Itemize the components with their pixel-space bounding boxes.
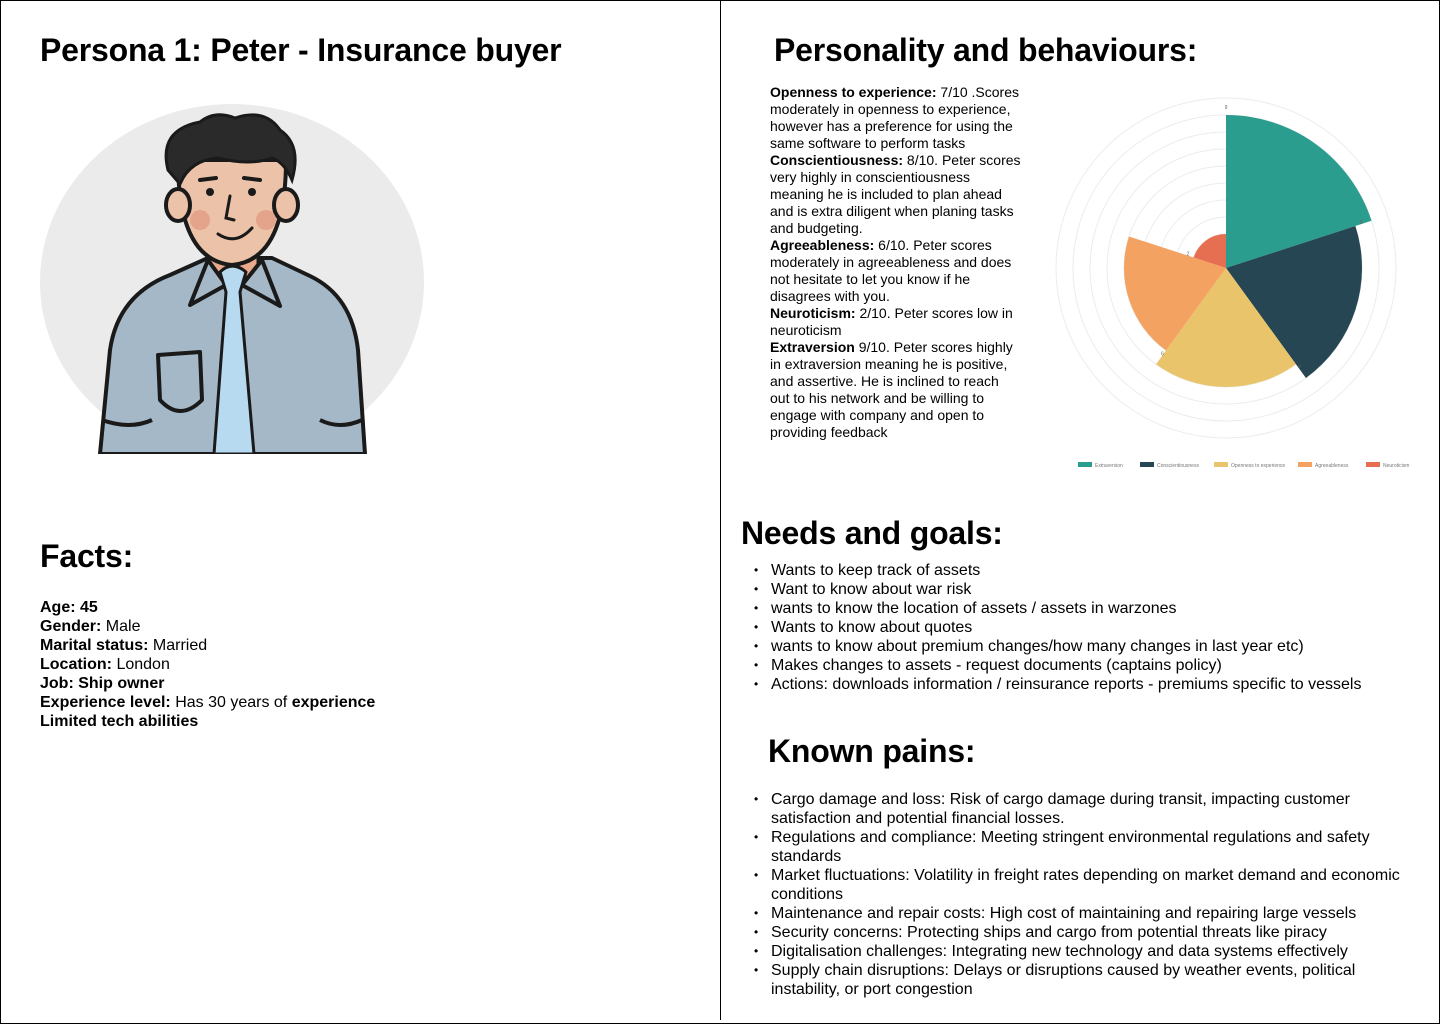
facts-list	[40, 598, 375, 731]
list-item: • wants to know the location of assets / assets in warzones	[741, 599, 1381, 618]
chart-value-label: 8	[1359, 220, 1363, 227]
chart-value-label: 7	[1298, 365, 1301, 372]
list-item: • Maintenance and repair costs: High cost of maintaining and repairing large vessels	[741, 904, 1421, 923]
list-item: • Wants to know about quotes	[741, 618, 1381, 637]
pains-list	[741, 790, 1421, 999]
needs-heading: Needs and goals:	[741, 515, 1003, 551]
list-item: • Supply chain disruptions: Delays or disruptions caused by weather events, political instability, or port congestion	[741, 961, 1421, 999]
list-item: • Digitalisation challenges: Integrating new technology and data systems effectively	[741, 942, 1421, 961]
chart-legend-label: Conscientiousness	[1157, 463, 1199, 469]
personality-traits	[770, 84, 1022, 441]
page-title: Persona 1: Peter - Insurance buyer	[40, 32, 562, 68]
chart-value-label: 6	[1161, 351, 1164, 358]
list-item: • Actions: downloads information / reinsurance reports - premiums specific to vessels	[741, 675, 1381, 694]
chart-value-label: 2	[1186, 251, 1190, 258]
list-item: • Makes changes to assets - request documents (captains policy)	[741, 656, 1381, 675]
fact-age: Age: 45	[40, 599, 98, 616]
chart-value-label: 9	[1224, 105, 1228, 111]
chart-legend-label: Openness to experience	[1231, 463, 1286, 469]
list-item: • Wants to keep track of assets	[741, 561, 1381, 580]
list-item: • Security concerns: Protecting ships and cargo from potential threats like piracy	[741, 923, 1421, 942]
pains-heading: Known pains:	[768, 733, 976, 769]
list-item: • Market fluctuations: Volatility in freight rates depending on market demand and economic conditions	[741, 866, 1421, 904]
persona-avatar-illustration	[40, 100, 430, 455]
fact-experience: Experience level: Has 30 years of experience	[40, 694, 376, 711]
personality-heading: Personality and behaviours:	[774, 32, 1198, 68]
trait-extraversion: Extraversion 9/10. Peter scores highly in extraversion meaning he is positive, and assertive. He is inclined to reach out to his network and be willing to engage with company and open to providing feedback	[770, 339, 1013, 440]
chart-legend-swatch	[1366, 462, 1380, 467]
fact-location: Location: London	[40, 656, 170, 673]
fact-job: Job: Ship owner	[40, 675, 165, 692]
chart-legend-label: Extraversion	[1095, 463, 1123, 469]
trait-conscientiousness: Conscientiousness: 8/10. Peter scores very highly in conscientiousness meaning he is included to plan ahead and is extra diligent when planing tasks and budgeting.	[770, 152, 1021, 236]
chart-legend-swatch	[1140, 462, 1154, 467]
list-item: • Regulations and compliance: Meeting stringent environmental regulations and safety standards	[741, 828, 1421, 866]
chart-legend-swatch	[1214, 462, 1228, 467]
fact-tech-abilities: Limited tech abilities	[40, 713, 199, 730]
needs-list	[741, 561, 1381, 694]
trait-neuroticism: Neuroticism: 2/10. Peter scores low in neuroticism	[770, 305, 1013, 338]
fact-marital-status: Marital status: Married	[40, 637, 208, 654]
trait-openness: Openness to experience: 7/10 .Scores moderately in openness to experience, however has a preference for using the same software to perform tasks	[770, 84, 1020, 151]
chart-legend-label: Neuroticism	[1383, 463, 1410, 469]
chart-legend-label: Agreeableness	[1315, 463, 1349, 469]
list-item: • wants to know about premium changes/how many changes in last year etc)	[741, 637, 1381, 656]
chart-legend-swatch	[1298, 462, 1312, 467]
facts-heading: Facts:	[40, 538, 134, 574]
personality-polar-chart	[1050, 90, 1410, 480]
list-item: • Want to know about war risk	[741, 580, 1381, 599]
chart-legend-swatch	[1078, 462, 1092, 467]
trait-agreeableness: Agreeableness: 6/10. Peter scores moderately in agreeableness and does not hesitate to let you know if he disagrees with you.	[770, 237, 1012, 304]
fact-gender: Gender: Male	[40, 618, 141, 635]
column-divider	[720, 0, 721, 1020]
list-item: • Cargo damage and loss: Risk of cargo damage during transit, impacting customer satisfaction and potential financial losses.	[741, 790, 1421, 828]
